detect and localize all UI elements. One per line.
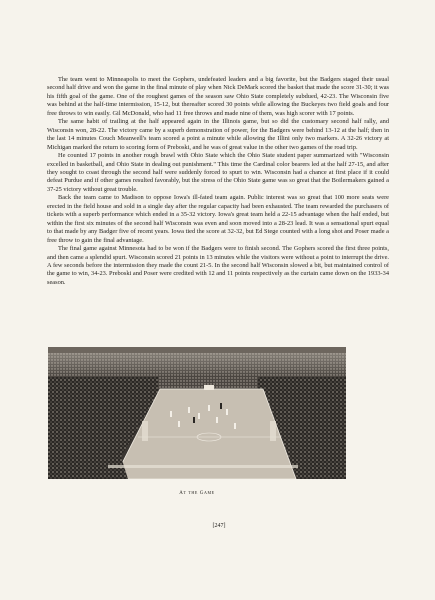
paragraph-3: He counted 17 points in another rough brawl with Ohio State which the Ohio State student paper summarized with "Wisconsin excelled in basketball, and Ohio State in dealing out punishment." This time the Cardinal color bearers led at the half 27-15, and after they sought to coast through the second half were suddenly forced to spurt to win. Wisconsin had a chance at first place if it could defeat Purdue and if other games resulted favorably, but the stress of the Ohio State game was so great that the Boilermakers gained a 37-25 victory without great trouble. (47, 152, 389, 193)
paragraph-4: Back the team came to Madison to oppose Iowa's ill-fated team again. Public interest was so great that 100 more seats were erected in the field house and sold in a single day after the regular capacity had been exhausted. The team rewarded the purchasers of tickets with a superb performance which ended in a 35-32 victory. Iowa's great team held a 22-15 advantage when the half ended, but within the first six minutes of the second half Wisconsin was even and soon moved into a 28-23 lead. It was a sensational spurt equal to that made by any Badger five of recent years. Iowa tied the score at 32-32, but Ed Stege counted with a long shot and Poser made a free throw to gain the final advantage. (47, 194, 389, 244)
photo-caption: At the Game (179, 491, 215, 496)
basketball-game-photo (48, 347, 346, 479)
paragraph-2: The same habit of trailing at the half appeared again in the Illinois game, but so did the customary second half rally, and Wisconsin won, 28-22. The victory came by a superb demonstration of power, for the Badgers were behind 13-12 at the half; then in the last 14 minutes Couch Meanwell's team scored a point a minute while allowing the Illini only two markers. A 32-26 victory at Michigan marked the return to scoring form of Preboski, and he was of great value in the other two games of the road trip. (47, 118, 389, 151)
paragraph-1: The team went to Minneapolis to meet the Gophers, undefeated leaders and a big favorite, but the Badgers staged their usual second half drive and won the game in the final minute of play when Nick DeMark scored the basket that made the score 31-30; it was his fifth goal of the game. One of the roughest games of the season saw Ohio State completely subdued, 42-23. The Wisconsin five was behind at the half-time intermission, 15-12, but thereafter scored 30 points while allowing the Buckeyes two field goals and four free throws to win easily. Gil McDonald, who had 11 free throws and made nine of them, was high scorer with 17 points. (47, 76, 389, 117)
paragraph-5: The final game against Minnesota had to be won if the Badgers were to finish second. The Gophers scored the first three points, and then came a splendid spurt. Wisconsin scored 21 points in 13 minutes while the visitors were without a point to interrupt the drive. A few seconds before the intermission they made the count 21-5. In the second half Wisconsin slowed a bit, but maintained control of the game to win, 34-23. Preboski and Poser were credited with 12 and 11 points respectively as the curtain came down on the 1933-34 season. (47, 245, 389, 286)
article-body (47, 76, 389, 287)
field-house-crowd-image (48, 347, 346, 479)
page-number: [247] (212, 523, 226, 529)
